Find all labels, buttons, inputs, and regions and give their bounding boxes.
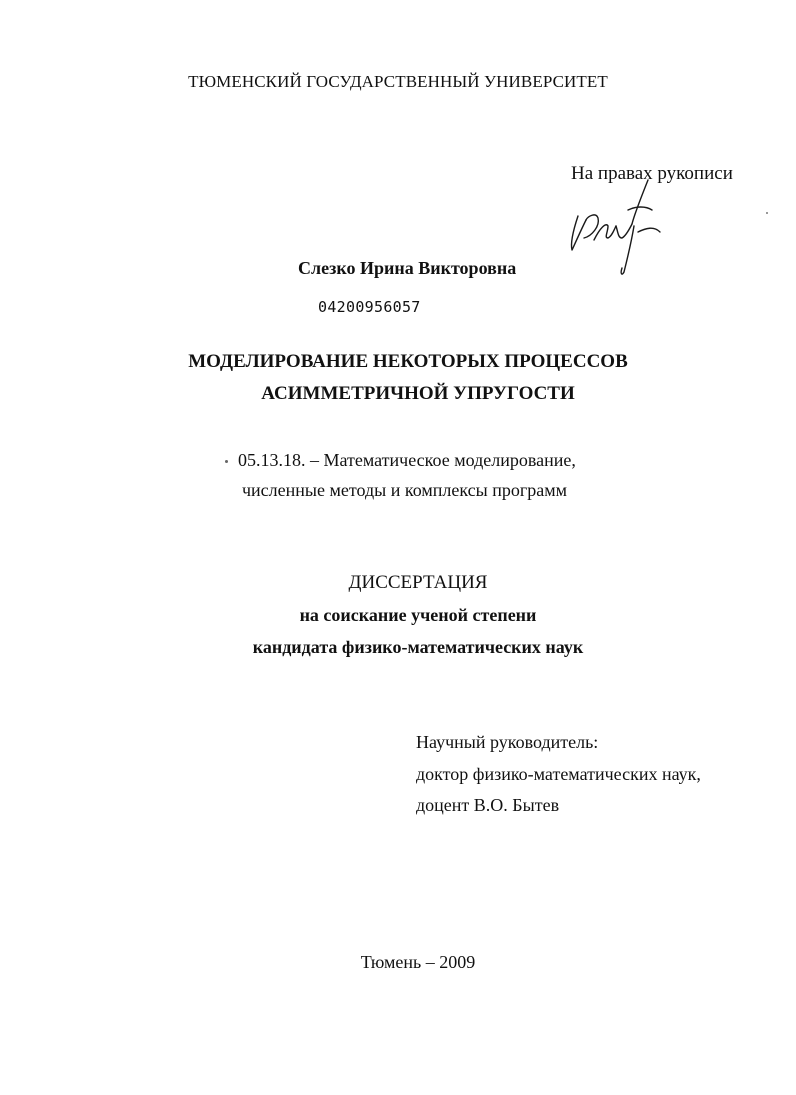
scan-speck (766, 212, 768, 214)
city-year: Тюмень – 2009 (360, 952, 476, 972)
supervisor-name: доцент В.О. Бытев (416, 795, 560, 815)
handwritten-signature (556, 176, 676, 281)
title-line-1: МОДЕЛИРОВАНИЕ НЕКОТОРЫХ ПРОЦЕССОВ (188, 351, 628, 372)
supervisor-degree: доктор физико-математических наук, (416, 764, 701, 784)
document-type-heading: ДИССЕРТАЦИЯ (348, 572, 488, 593)
specialty-line-2: численные методы и комплексы программ (242, 480, 568, 500)
scan-dot-mark (225, 460, 228, 463)
university-name: ТЮМЕНСКИЙ ГОСУДАРСТВЕННЫЙ УНИВЕРСИТЕТ (188, 72, 608, 91)
degree-line-2: кандидата физико-математических наук (252, 637, 584, 657)
manuscript-note: На правах рукописи (571, 163, 733, 184)
supervisor-role: Научный руководитель: (416, 732, 599, 752)
title-line-2: АСИММЕТРИЧНОЙ УПРУГОСТИ (261, 383, 575, 404)
registration-code: 04200956057 (318, 298, 421, 316)
degree-line-1: на соискание ученой степени (299, 605, 537, 625)
author-name: Слезко Ирина Викторовна (298, 258, 517, 278)
specialty-line-1: 05.13.18. – Математическое моделирование, (238, 450, 576, 470)
